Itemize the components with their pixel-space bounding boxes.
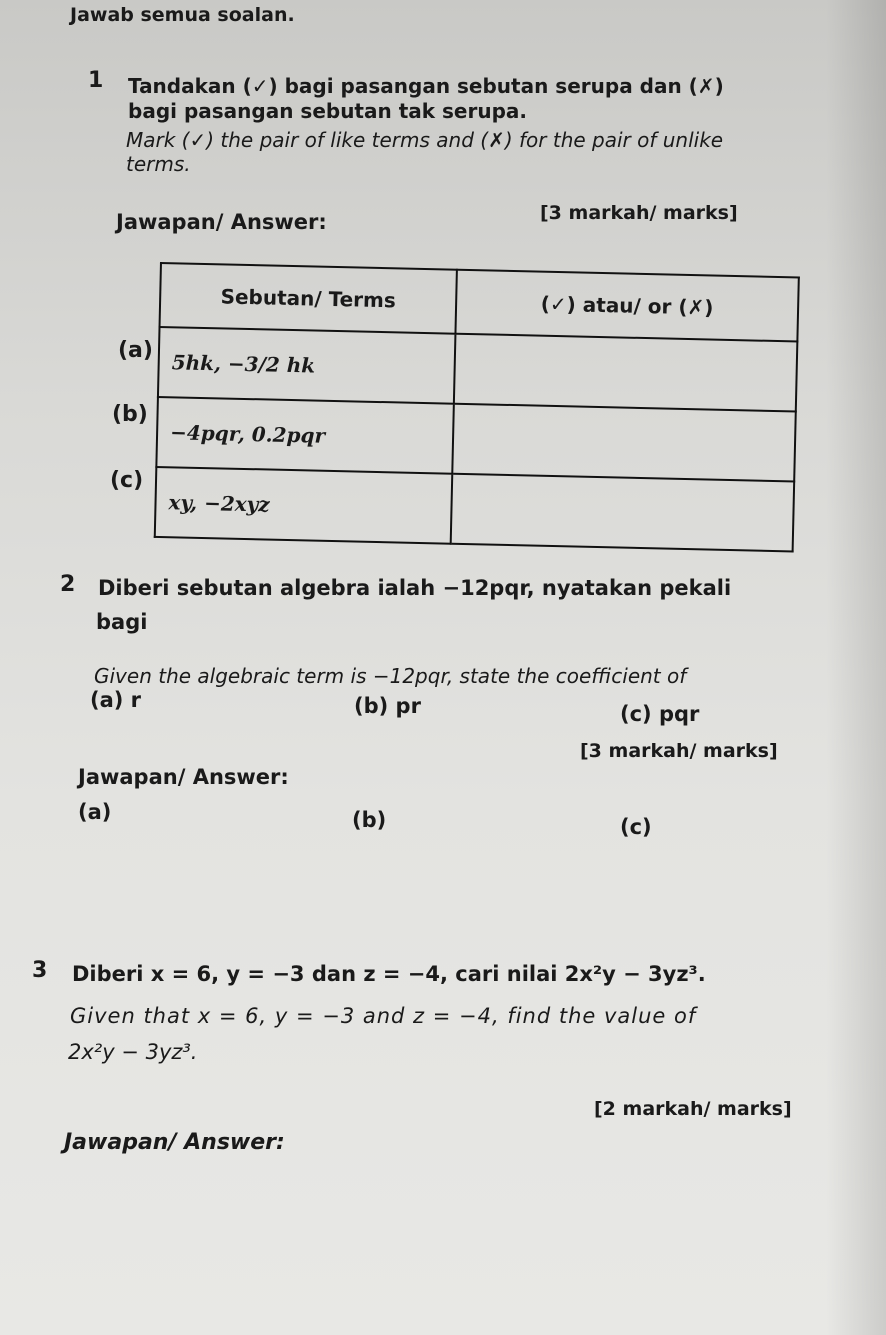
q1-marks: [3 markah/ marks] [540,202,738,224]
header-answer: (✓) atau/ or (✗) [455,270,798,342]
q2-part-a: (a) r [90,688,142,712]
q2-part-b: (b) pr [354,694,421,718]
header-terms: Sebutan/ Terms [160,263,457,334]
q3-english-line1: Given that x = 6, y = −3 and z = −4, find the value of [70,1004,697,1028]
q2-part-c: (c) pqr [620,702,700,726]
page-edge-shadow [826,0,886,1335]
q3-english-line2: 2x²y − 3yz³. [68,1040,198,1064]
answer-cell-b[interactable] [452,404,796,482]
terms-table [154,262,800,552]
q3-number: 3 [32,958,48,983]
q2-number: 2 [60,572,76,597]
q2-answer-a: (a) [78,800,112,824]
answer-cell-a[interactable] [454,334,798,412]
instruction: Jawab semua soalan. [70,4,295,26]
q3-malay: Diberi x = 6, y = −3 dan z = −4, cari nilai 2x²y − 3yz³. [72,962,706,986]
q1-malay: Tandakan (✓) bagi pasangan sebutan serupa dan (✗) bagi pasangan sebutan tak serupa. [128,74,724,123]
term-cell-b: −4pqr, 0.2pqr [156,397,454,474]
q3-answer-label: Jawapan/ Answer: [64,1130,285,1155]
q1-row-label-c: (c) [110,468,144,493]
q2-malay-line2: bagi [96,610,148,634]
table-row [155,467,794,551]
q2-answer-label: Jawapan/ Answer: [78,765,289,789]
answer-cell-c[interactable] [451,474,795,552]
q1-number: 1 [88,68,104,93]
q1-english: Mark (✓) the pair of like terms and (✗) for the pair of unlike terms. [126,128,724,176]
q2-answer-c: (c) [620,815,652,839]
q2-english: Given the algebraic term is −12pqr, state the coefficient of [94,664,687,688]
q1-row-label-b: (b) [112,402,148,427]
term-cell-c: xy, −2xyz [155,467,453,544]
term-cell-a: 5hk, −3/2 hk [158,327,456,404]
q2-marks: [3 markah/ marks] [580,740,778,762]
q1-answer-label: Jawapan/ Answer: [116,210,327,234]
q1-row-label-a: (a) [118,338,153,363]
q2-malay-line1: Diberi sebutan algebra ialah −12pqr, nyatakan pekali [98,576,732,600]
q3-marks: [2 markah/ marks] [594,1098,792,1120]
q2-answer-b: (b) [352,808,387,832]
